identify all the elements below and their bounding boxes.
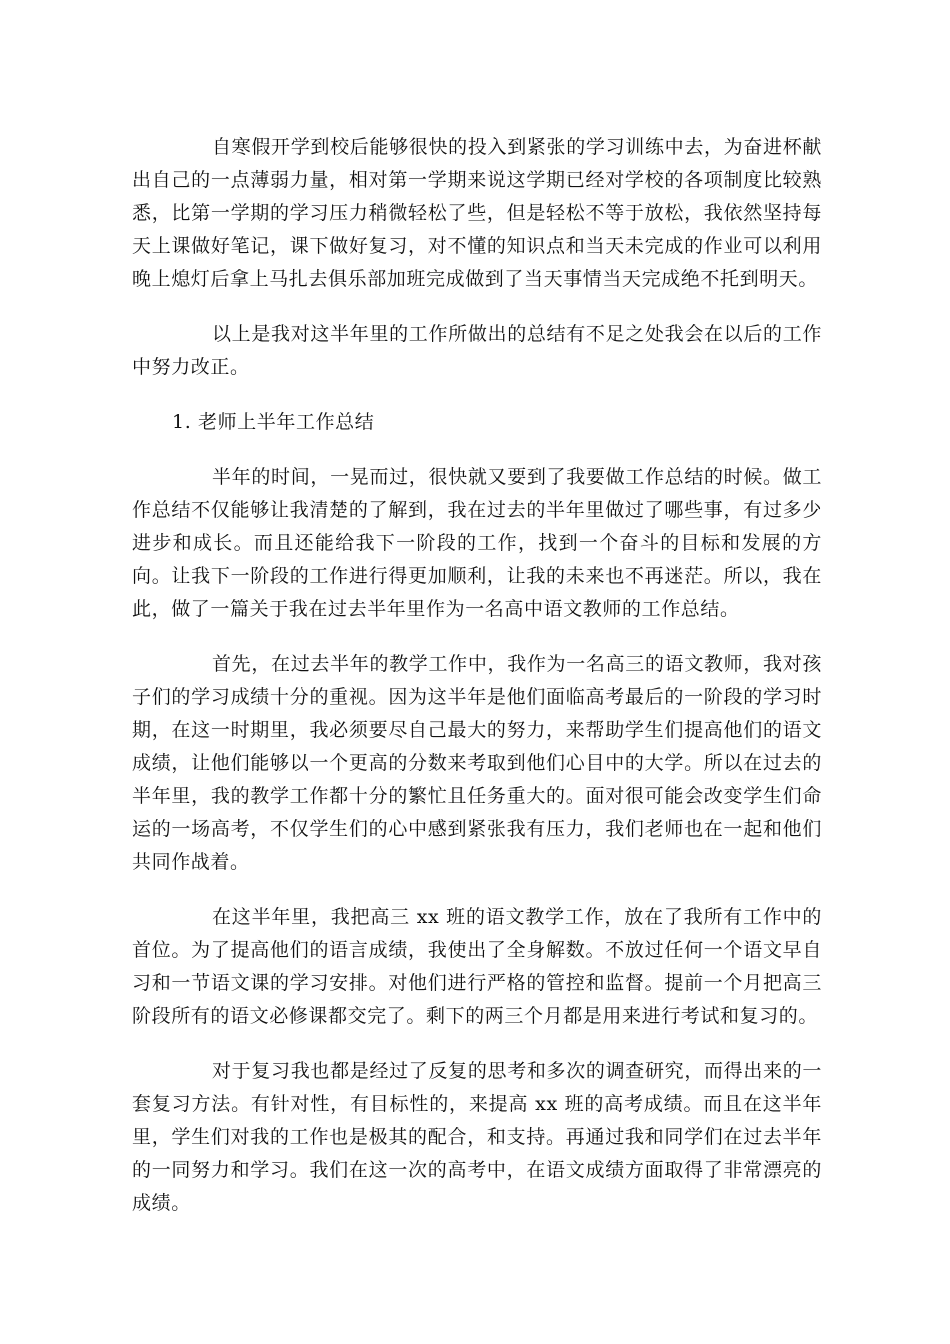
paragraph-review-method: 对于复习我也都是经过了反复的思考和多次的调查研究，而得出来的一套复习方法。有针对性，有目标性的，来提高 xx 班的高考成绩。而且在这半年里，学生们对我的工作也是极其的配合，和支持。再通过我和同学们在过去半年的一同努力和学习。我们在这一次的高考中，在语文成绩方面取得了非常漂亮的成绩。 <box>132 1060 822 1214</box>
paragraph-summary-closing: 以上是我对这半年里的工作所做出的总结有不足之处我会在以后的工作中努力改正。 <box>132 323 822 378</box>
paragraph-class-priority: 在这半年里，我把高三 xx 班的语文教学工作，放在了我所有工作中的首位。为了提高他们的语言成绩，我使出了全身解数。不放过任何一个语文早自习和一节语文课的学习安排。对他们进行严格的管控和监督。提前一个月把高三阶段所有的语文必修课都交完了。剩下的两三个月都是用来进行考试和复习的。 <box>132 906 822 1027</box>
paragraph-half-year: 半年的时间，一晃而过，很快就又要到了我要做工作总结的时候。做工作总结不仅能够让我清楚的了解到，我在过去的半年里做过了哪些事，有过多少进步和成长。而且还能给我下一阶段的工作，找到一个奋斗的目标和发展的方向。让我下一阶段的工作进行得更加顺利，让我的未来也不再迷茫。所以，我在此，做了一篇关于我在过去半年里作为一名高中语文教师的工作总结。 <box>132 466 822 620</box>
section-heading: 1. 老师上半年工作总结 <box>172 411 375 433</box>
paragraph-winter-term: 自寒假开学到校后能够很快的投入到紧张的学习训练中去，为奋进杯献出自己的一点薄弱力量，相对第一学期来说这学期已经对学校的各项制度比较熟悉，比第一学期的学习压力稍微轻松了些，但是轻松不等于放松，我依然坚持每天上课做好笔记，课下做好复习，对不懂的知识点和当天未完成的作业可以利用晚上熄灯后拿上马扎去俱乐部加班完成做到了当天事情当天完成绝不托到明天。 <box>132 136 822 290</box>
document-body <box>132 131 822 1242</box>
paragraph-first-teaching: 首先，在过去半年的教学工作中，我作为一名高三的语文教师，我对孩子们的学习成绩十分的重视。因为这半年是他们面临高考最后的一阶段的学习时期，在这一时期里，我必须要尽自己最大的努力，来帮助学生们提高他们的语文成绩，让他们能够以一个更高的分数来考取到他们心目中的大学。所以在过去的半年里，我的教学工作都十分的繁忙且任务重大的。面对很可能会改变学生们命运的一场高考，不仅学生们的心中感到紧张我有压力，我们老师也在一起和他们共同作战着。 <box>132 653 822 873</box>
